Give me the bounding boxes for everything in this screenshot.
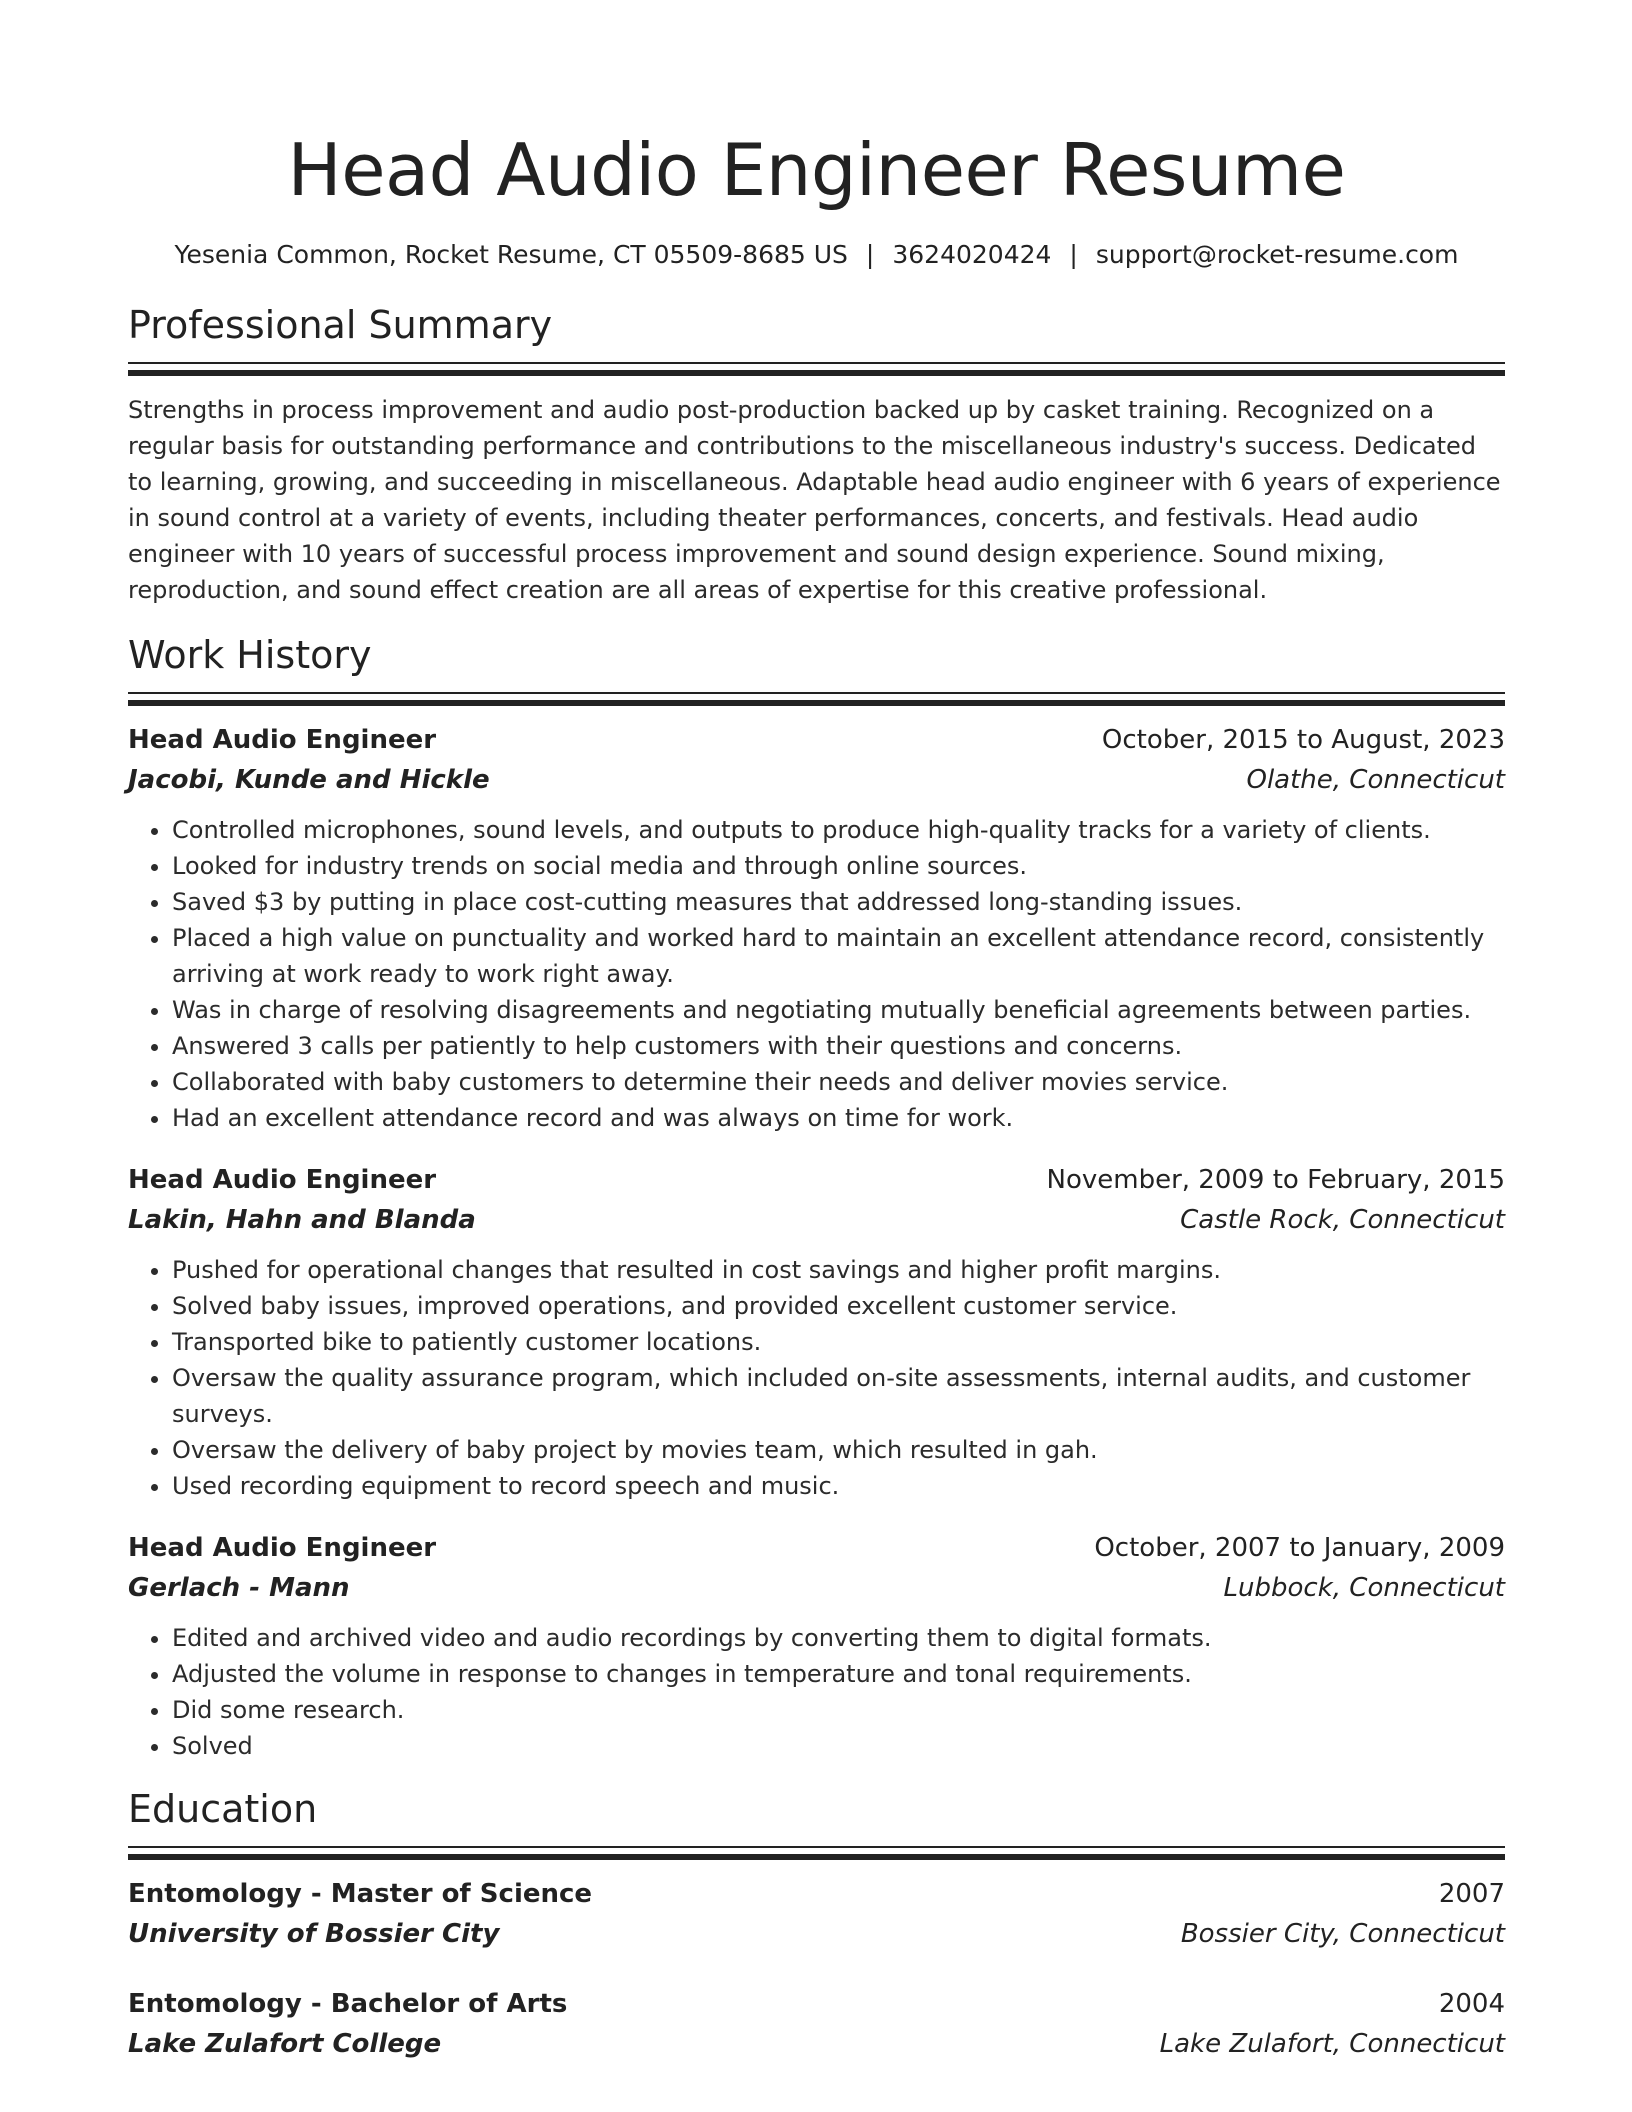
section-divider xyxy=(128,362,1505,376)
job-dates: October, 2007 to January, 2009 xyxy=(1094,1533,1505,1563)
list-item: • Used recording equipment to record speech and music. xyxy=(172,1468,1505,1504)
list-item: • Oversaw the quality assurance program, which included on-site assessments, internal audits, and customer surveys. xyxy=(172,1360,1505,1432)
education-school-row xyxy=(128,2024,1505,2064)
job-bullet-list xyxy=(128,1620,1505,1764)
contact-line xyxy=(128,238,1505,272)
list-item: • Collaborated with baby customers to determine their needs and deliver movies service. xyxy=(172,1064,1505,1100)
job-header-row xyxy=(128,1160,1505,1200)
education-year: 2004 xyxy=(1438,1989,1505,2019)
list-item: • Oversaw the delivery of baby project by movies team, which resulted in gah. xyxy=(172,1432,1505,1468)
list-item: • Answered 3 calls per patiently to help customers with their questions and concerns. xyxy=(172,1028,1505,1064)
section-heading-work-history: Work History xyxy=(128,633,372,677)
education-entry xyxy=(128,1874,1505,1954)
list-item: • Looked for industry trends on social media and through online sources. xyxy=(172,848,1505,884)
education-degree: Entomology - Bachelor of Arts xyxy=(128,1989,568,2019)
education-location: Lake Zulafort, Connecticut xyxy=(1159,2029,1505,2059)
job-company: Gerlach - Mann xyxy=(128,1573,350,1603)
job-title: Head Audio Engineer xyxy=(128,725,437,755)
section-heading-education: Education xyxy=(128,1787,318,1831)
section-divider xyxy=(128,692,1505,706)
job-company-row xyxy=(128,760,1505,800)
job-title: Head Audio Engineer xyxy=(128,1533,437,1563)
job-company: Jacobi, Kunde and Hickle xyxy=(128,765,490,795)
list-item: • Saved $3 by putting in place cost-cutting measures that addressed long-standing issues. xyxy=(172,884,1505,920)
job-dates: November, 2009 to February, 2015 xyxy=(1046,1165,1505,1195)
contact-address: Yesenia Common, Rocket Resume, CT 05509-8685 US xyxy=(174,240,848,269)
list-item: • Did some research. xyxy=(172,1692,1505,1728)
job-company-row xyxy=(128,1568,1505,1608)
list-item: • Solved xyxy=(172,1728,1505,1764)
job-header-row xyxy=(128,1528,1505,1568)
list-item: • Was in charge of resolving disagreements and negotiating mutually beneficial agreements between parties. xyxy=(172,992,1505,1028)
section-divider xyxy=(128,1846,1505,1860)
list-item: • Had an excellent attendance record and was always on time for work. xyxy=(172,1100,1505,1136)
job-company: Lakin, Hahn and Blanda xyxy=(128,1205,476,1235)
education-location: Bossier City, Connecticut xyxy=(1180,1919,1505,1949)
job-header-row xyxy=(128,720,1505,760)
job-company-row xyxy=(128,1200,1505,1240)
page-title: Head Audio Engineer Resume xyxy=(287,128,1346,212)
list-item: • Pushed for operational changes that resulted in cost savings and higher profit margins. xyxy=(172,1252,1505,1288)
education-header-row xyxy=(128,1874,1505,1914)
list-item: • Solved baby issues, improved operations, and provided excellent customer service. xyxy=(172,1288,1505,1324)
education-school: Lake Zulafort College xyxy=(128,2029,442,2059)
contact-email: support@rocket-resume.com xyxy=(1095,240,1459,269)
list-item: • Controlled microphones, sound levels, and outputs to produce high-quality tracks for a variety of clients. xyxy=(172,812,1505,848)
summary-text: Strengths in process improvement and audio post-production backed up by casket training. Recognized on a regular basis for outstanding performance and contributions to the miscellaneous industry's success. Dedicated to learning, growing, and succeeding in miscellaneous. Adaptable head audio engineer with 6 years of experience in sound control at a variety of events, including theater performances, concerts, and festivals. Head audio engineer with 10 years of successful process improvement and sound design experience. Sound mixing, reproduction, and sound effect creation are all areas of expertise for this creative professional. xyxy=(128,396,1501,604)
contact-separator: | xyxy=(865,240,875,269)
education-entry xyxy=(128,1984,1505,2064)
job-bullet-list xyxy=(128,812,1505,1136)
job-bullet-list xyxy=(128,1252,1505,1504)
education-section xyxy=(128,1784,1505,2064)
section-heading-summary: Professional Summary xyxy=(128,303,553,347)
education-degree: Entomology - Master of Science xyxy=(128,1879,593,1909)
list-item: • Adjusted the volume in response to changes in temperature and tonal requirements. xyxy=(172,1656,1505,1692)
list-item: • Edited and archived video and audio recordings by converting them to digital formats. xyxy=(172,1620,1505,1656)
job-entry xyxy=(128,1528,1505,1764)
job-entry xyxy=(128,720,1505,1136)
list-item: • Placed a high value on punctuality and worked hard to maintain an excellent attendance record, consistently arriving at work ready to work right away. xyxy=(172,920,1505,992)
resume-page xyxy=(128,0,1505,2064)
contact-phone: 3624020424 xyxy=(892,240,1052,269)
job-dates: October, 2015 to August, 2023 xyxy=(1101,725,1505,755)
job-location: Olathe, Connecticut xyxy=(1246,765,1505,795)
summary-section xyxy=(128,300,1505,608)
work-history-section xyxy=(128,630,1505,1764)
job-entry xyxy=(128,1160,1505,1504)
job-location: Castle Rock, Connecticut xyxy=(1180,1205,1505,1235)
education-school: University of Bossier City xyxy=(128,1919,500,1949)
education-school-row xyxy=(128,1914,1505,1954)
education-year: 2007 xyxy=(1438,1879,1505,1909)
job-location: Lubbock, Connecticut xyxy=(1223,1573,1505,1603)
list-item: • Transported bike to patiently customer locations. xyxy=(172,1324,1505,1360)
education-header-row xyxy=(128,1984,1505,2024)
job-title: Head Audio Engineer xyxy=(128,1165,437,1195)
contact-separator: | xyxy=(1069,240,1078,269)
